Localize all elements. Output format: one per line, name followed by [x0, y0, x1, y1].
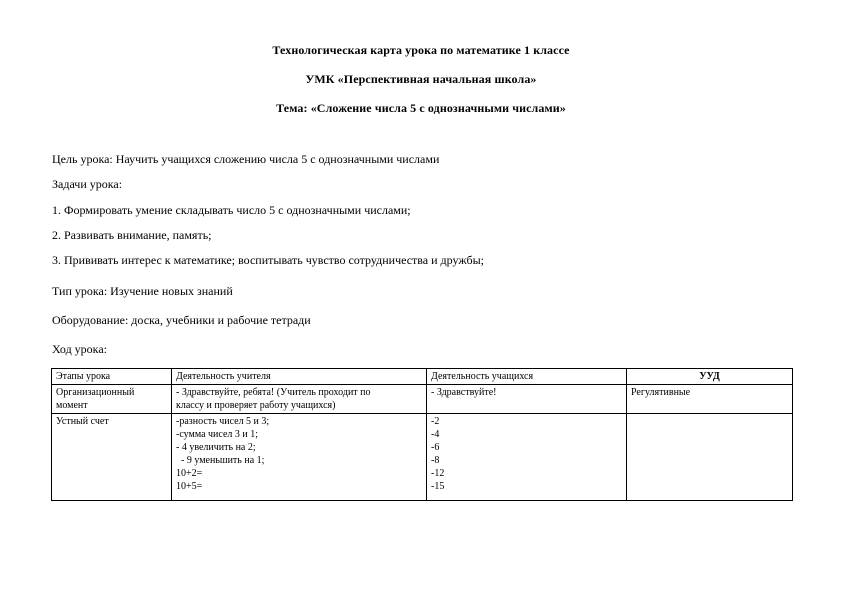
cell-students-line: - Здравствуйте!: [431, 387, 497, 398]
cell-teacher-line: - 4 увеличить на 2;: [176, 442, 256, 453]
lesson-task-2: 2. Развивать внимание, память;: [52, 228, 212, 242]
cell-uud: [627, 414, 793, 501]
cell-stage: [52, 385, 172, 414]
cell-teacher-line: -разность чисел 5 и 3;: [176, 416, 270, 427]
cell-students-line: -6: [431, 442, 440, 453]
header-student-activity: Деятельность учащихся: [427, 369, 627, 385]
header-uud: УУД: [627, 369, 793, 385]
cell-teacher-line: 10+2=: [176, 468, 203, 479]
lesson-equipment: Оборудование: доска, учебники и рабочие тетради: [52, 313, 311, 327]
cell-students-line: -12: [431, 468, 445, 479]
document-title: Технологическая карта урока по математике 1 классе: [272, 43, 570, 57]
lesson-goal: Цель урока: Научить учащихся сложению числа 5 с однозначными числами: [52, 152, 440, 166]
lesson-task-1: 1. Формировать умение складывать число 5 с однозначными числами;: [52, 203, 411, 217]
cell-stage-line: момент: [56, 400, 88, 411]
cell-students-line: -4: [431, 429, 440, 440]
table-row: [52, 414, 793, 501]
document-topic: Тема: «Сложение числа 5 с однозначными числами»: [276, 101, 566, 115]
table-header-row: [52, 369, 793, 385]
lesson-course-label: Ход урока:: [52, 342, 107, 356]
cell-students-line: -2: [431, 416, 440, 427]
cell-stage: [52, 414, 172, 501]
cell-uud-line: Регулятивные: [631, 387, 691, 398]
cell-teacher-line: - 9 уменьшить на 1;: [176, 455, 265, 466]
lesson-tasks-label: Задачи урока:: [52, 177, 123, 191]
cell-stage-line: Организационный: [56, 387, 135, 398]
cell-uud: [627, 385, 793, 414]
cell-teacher: [172, 385, 427, 414]
cell-students-line: -15: [431, 481, 445, 492]
cell-stage-line: Устный счет: [56, 416, 109, 427]
cell-students: [427, 385, 627, 414]
header-stages: Этапы урока: [52, 369, 172, 385]
cell-students-line: -8: [431, 455, 440, 466]
table-row: [52, 385, 793, 414]
cell-teacher-line: - Здравствуйте, ребята! (Учитель проходит по: [176, 387, 371, 398]
lesson-table: [51, 368, 793, 501]
cell-teacher-line: -сумма чисел 3 и 1;: [176, 429, 259, 440]
lesson-type: Тип урока: Изучение новых знаний: [52, 284, 233, 298]
cell-teacher-line: 10+5=: [176, 481, 203, 492]
header-teacher-activity: Деятельность учителя: [172, 369, 427, 385]
cell-teacher: [172, 414, 427, 501]
lesson-task-3: 3. Прививать интерес к математике; воспитывать чувство сотрудничества и дружбы;: [52, 253, 484, 267]
cell-students: [427, 414, 627, 501]
cell-teacher-line: классу и проверяет работу учащихся): [176, 400, 336, 411]
document-subtitle-umk: УМК «Перспективная начальная школа»: [305, 72, 537, 86]
